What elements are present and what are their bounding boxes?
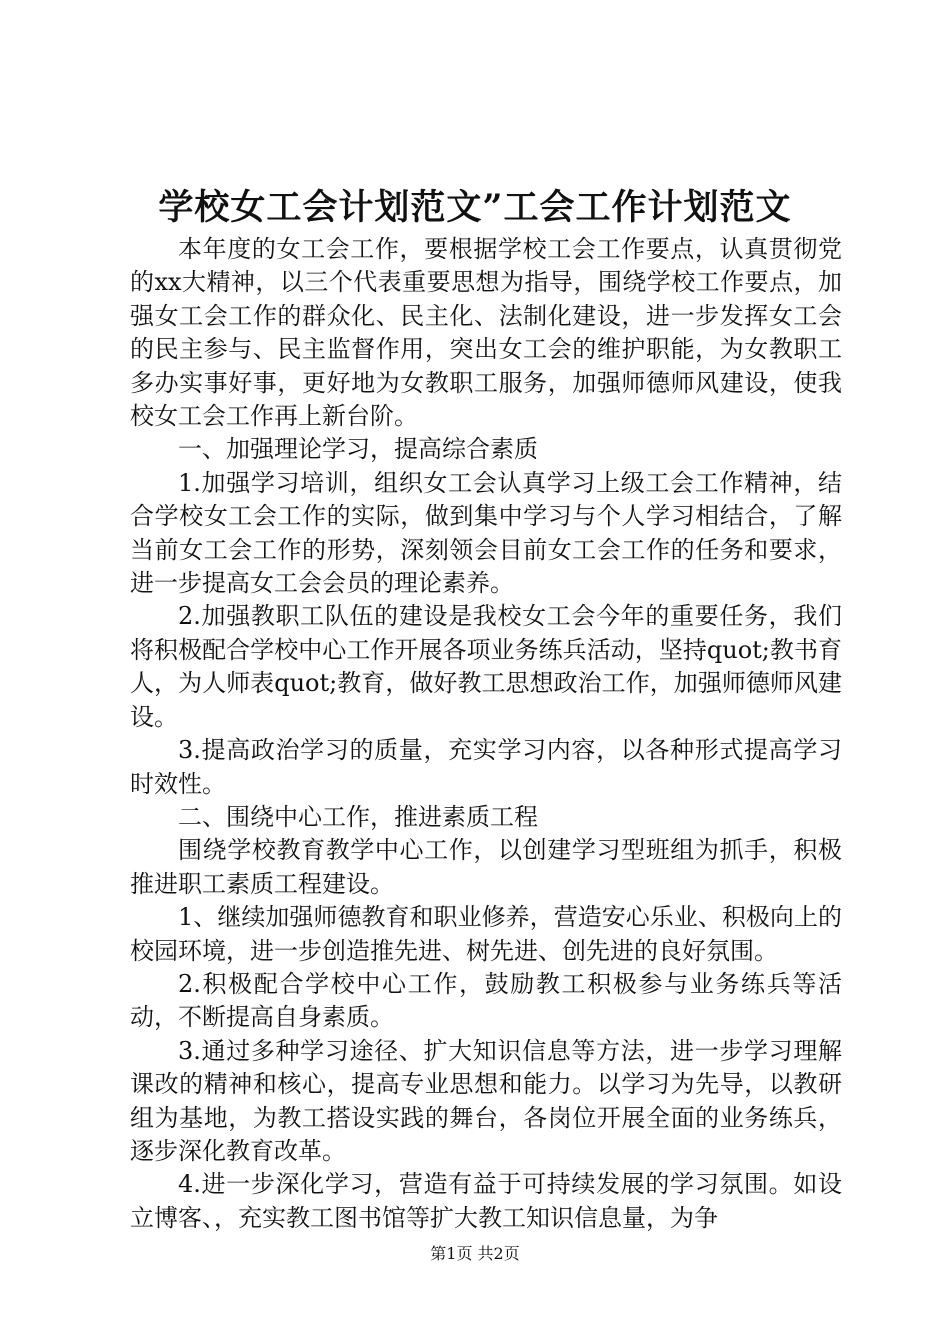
paragraph-2-1: 1、继续加强师德教育和职业修养，营造安心乐业、积极向上的校园环境，进一步创造推先进、树先进、创先进的良好氛围。 [130,903,842,965]
paragraph-1-2: 2.加强教职工队伍的建设是我校女工会今年的重要任务，我们将积极配合学校中心工作开展各项业务练兵活动，坚持quot;教书育人，为人师表quot;教育，做好教工思想政治工作，加强师德师风建设。 [130,602,842,731]
document-body [130,233,842,1235]
section-heading-1: 一、加强理论学习，提高综合素质 [178,435,538,464]
section-heading-2: 二、围绕中心工作，推进素质工程 [178,802,538,831]
document-title: 学校女工会计划范文”工会工作计划范文 [158,187,792,228]
paragraph-1-3: 3.提高政治学习的质量，充实学习内容，以各种形式提高学习时效性。 [130,736,842,798]
paragraph-2-3: 3.通过多种学习途径、扩大知识信息等方法，进一步学习理解课改的精神和核心，提高专业思想和能力。以学习为先导，以教研组为基地，为教工搭设实践的舞台，各岗位开展全面的业务练兵，逐步深化教育改革。 [130,1036,842,1165]
paragraph-2-4: 4.进一步深化学习，营造有益于可持续发展的学习氛围。如设立博客、，充实教工图书馆等扩大教工知识信息量，为争 [130,1170,842,1232]
paragraph-2-2: 2.积极配合学校中心工作，鼓励教工积极参与业务练兵等活动，不断提高自身素质。 [130,969,842,1032]
paragraph-1-1: 1.加强学习培训，组织女工会认真学习上级工会工作精神，结合学校女工会工作的实际，做到集中学习与个人学习相结合，了解当前女工会工作的形势，深刻领会目前女工会工作的任务和要求，进一步提高女工会会员的理论素养。 [130,468,842,598]
paragraph-2-intro: 围绕学校教育教学中心工作，以创建学习型班组为抓手，积极推进职工素质工程建设。 [130,836,842,898]
paragraph-intro: 本年度的女工会工作，要根据学校工会工作要点，认真贯彻党的xx大精神，以三个代表重要思想为指导，围绕学校工作要点，加强女工会工作的群众化、民主化、法制化建设，进一步发挥女工会的民主参与、民主监督作用，突出女工会的维护职能，为女教职工多办实事好事，更好地为女教职工服务，加强师德师风建设，使我校女工会工作再上新台阶。 [130,235,842,431]
page-footer: 第1页 共2页 [430,1244,520,1263]
